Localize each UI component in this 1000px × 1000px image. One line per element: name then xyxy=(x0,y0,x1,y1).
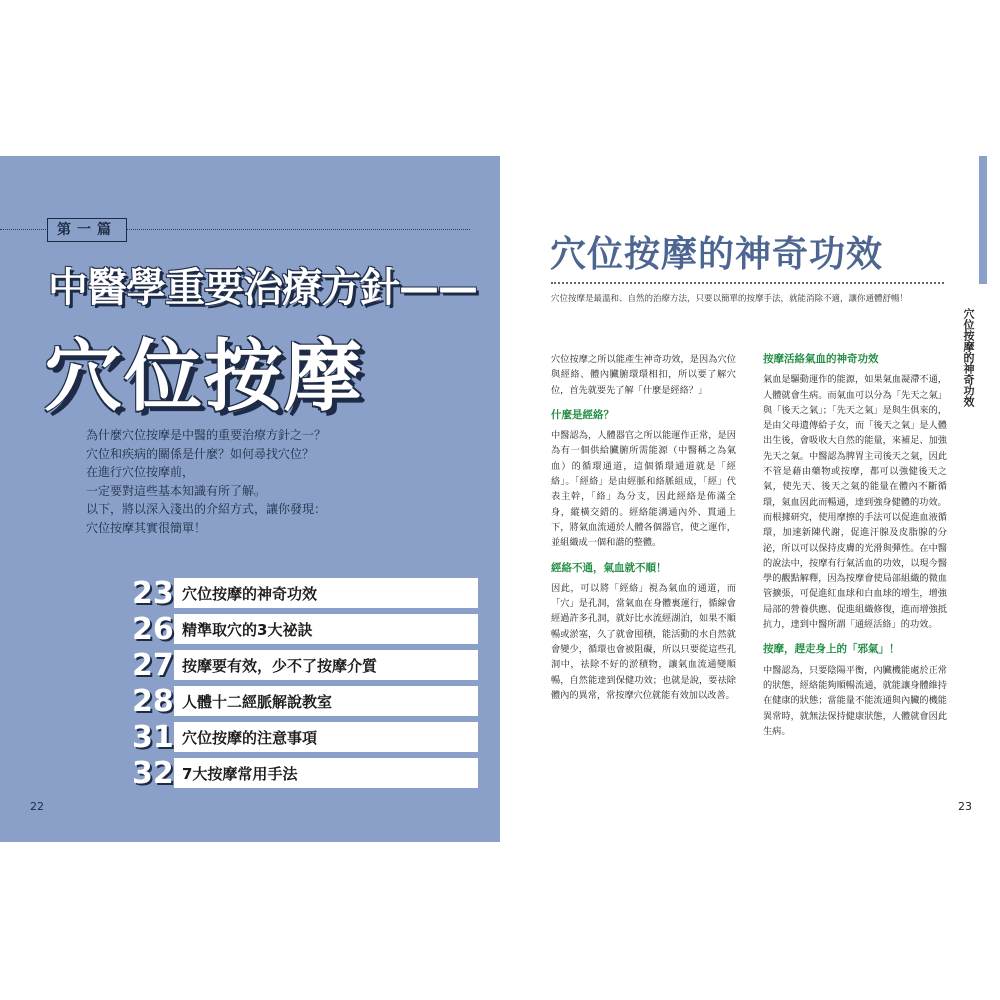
toc-label: 穴位按摩的神奇功效 xyxy=(182,585,318,603)
intro-line: 穴位按摩其實很簡單！ xyxy=(86,520,207,535)
toc-item[interactable] xyxy=(132,720,472,756)
toc-label: 按摩要有效，少不了按摩介質 xyxy=(182,657,378,675)
chapter-title-line1: 中醫學重要治療方針—— xyxy=(48,265,477,311)
chapter-intro xyxy=(86,426,466,537)
article-column-left xyxy=(551,352,736,703)
chapter-title-line2: 穴位按摩 xyxy=(44,332,365,422)
side-tab-bar xyxy=(979,156,987,284)
section-heading: 經絡不通，氣血就不順！ xyxy=(551,561,667,574)
intro-line: 一定要對這些基本知識有所了解。 xyxy=(86,483,267,498)
paragraph: 而根據研究，使用摩擦的手法可以促進血液循環，加速新陳代謝，促進汗腺及皮脂腺的分泌，所以可以保持皮膚的光滑與彈性。在中醫的說法中，按摩有行氣活血的功效，以現今醫學的觀點解釋，因為按摩會使局部組織的微血管擴張，可促進紅血球和白血球的增生，增強局部的營養供應、促進組織修復，進而增強抵抗力，達到中醫所謂「通經活絡」的功效。 xyxy=(763,511,947,631)
left-page xyxy=(0,156,500,842)
toc-page-number: 23 xyxy=(132,576,174,611)
intro-line: 穴位和疾病的關係是什麼？如何尋找穴位？ xyxy=(86,446,315,461)
paragraph: 中醫認為，人體器官之所以能運作正常，是因為有一個供給臟腑所需能源（中醫稱之為氣血）的循環通道，這個循環通道就是「經絡」。「經絡」是由經脈和絡脈組成，「經」代表主幹，「絡」為分支，因此經絡是佈滿全身，縱橫交錯的。經絡能溝通內外、貫通上下，將氣血流通於人體各個器官，使之運作，並組織成一個和諧的整體。 xyxy=(551,430,736,549)
toc-item[interactable] xyxy=(132,756,472,792)
page-number-right: 23 xyxy=(958,800,972,813)
side-running-title: 穴位按摩的神奇功效 xyxy=(962,308,975,407)
toc-page-number: 26 xyxy=(132,612,174,647)
toc-page-number: 31 xyxy=(132,720,174,755)
toc-page-number: 28 xyxy=(132,684,174,719)
section-heading: 按摩，趕走身上的「邪氣」！ xyxy=(763,643,900,656)
intro-line: 在進行穴位按摩前， xyxy=(86,465,195,479)
toc-item[interactable] xyxy=(132,612,472,648)
paragraph: 穴位按摩之所以能產生神奇功效，是因為穴位與經絡、體內臟腑環環相扣，所以要了解穴位，首先就要先了解「什麼是經絡？」 xyxy=(551,354,736,396)
toc-item[interactable] xyxy=(132,648,472,684)
toc-label: 人體十二經脈解說教室 xyxy=(182,693,333,711)
article-subtitle: 穴位按摩是最溫和、自然的治療方法，只要以簡單的按摩手法，就能消除不適，讓你通體舒暢！ xyxy=(551,294,909,304)
section-heading: 什麼是經絡？ xyxy=(551,408,614,421)
toc-label: 7大按摩常用手法 xyxy=(182,765,298,783)
toc-label: 精準取穴的3大祕訣 xyxy=(182,621,313,639)
intro-line: 以下，將以深入淺出的介紹方式，讓你發現： xyxy=(86,502,327,516)
toc-label: 穴位按摩的注意事項 xyxy=(182,729,318,747)
toc-item[interactable] xyxy=(132,684,472,720)
toc-page-number: 32 xyxy=(132,756,174,791)
title-dotted-rule xyxy=(551,282,944,284)
paragraph: 氣血是驅動運作的能源，如果氣血凝滯不通，人體就會生病。而氣血可以分為「先天之氣」與「後天之氣」；「先天之氣」是與生俱來的，是由父母遺傳給子女，而「後天之氣」是人體出生後，會吸收大自然的能量，來補足、加強先天之氣。中醫認為脾胃主司後天之氣，因此不管是藉由藥物或按摩，都可以強健後天之氣，使先天、後天之氣的能量在體內不斷循環，氣血因此而暢通，達到強身健體的功效。 xyxy=(763,374,947,508)
paragraph: 因此，可以將「經絡」視為氣血的通道，而「穴」是孔洞，當氣血在身體裏運行，循線會經過許多孔洞，就好比水流經湖泊，如果不順暢或淤塞，久了就會囤積，能活動的水自然就會變少，循環也會被阻礙，所以只要從這些孔洞中，祛除不好的淤積物，讓氣血流通變順暢，自然能達到保健功效；也就是說，要祛除體內的異常，常按摩穴位就能有效加以改善。 xyxy=(551,582,736,701)
article-title: 穴位按摩的神奇功效 xyxy=(550,233,884,275)
section-heading: 按摩活絡氣血的神奇功效 xyxy=(763,353,879,365)
toc-item[interactable] xyxy=(132,576,472,612)
chapter-tag: 第一篇 xyxy=(47,218,127,242)
toc-page-number: 27 xyxy=(132,648,174,683)
paragraph: 中醫認為，只要陰陽平衡，內臟機能處於正常的狀態，經絡能夠順暢流通，就能讓身體維持在健康的狀態；當能量不能流通與內臟的機能異常時，就無法保持健康狀態，人體就會因此生病。 xyxy=(763,664,947,737)
article-column-right xyxy=(763,352,947,739)
intro-line: 為什麼穴位按摩是中醫的重要治療方針之一？ xyxy=(86,428,327,442)
page-number-left: 22 xyxy=(30,800,44,813)
table-of-contents xyxy=(132,576,472,792)
